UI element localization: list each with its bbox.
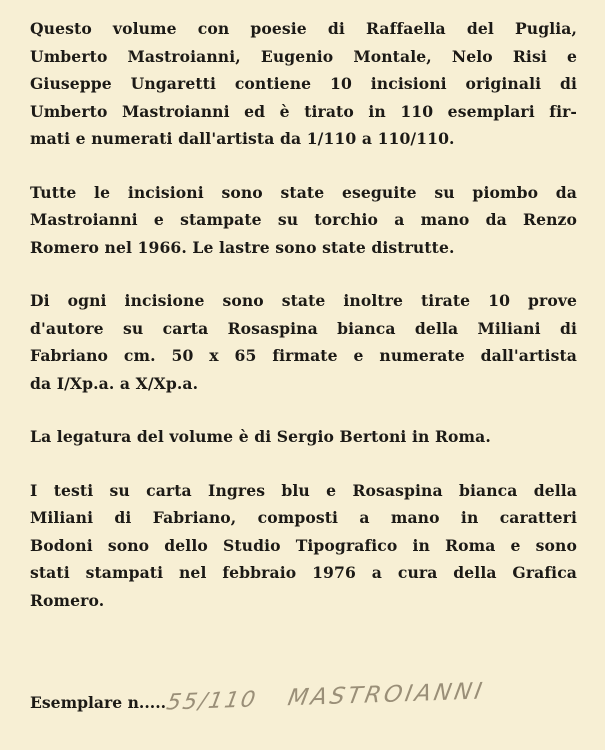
text-line: Di ogni incisione sono state inoltre tirate 10 prove bbox=[30, 291, 577, 310]
text-line: Umberto Mastroianni, Eugenio Montale, Nelo Risi e bbox=[30, 46, 577, 66]
text-line: d'autore su carta Rosaspina bianca della Miliani di bbox=[30, 318, 577, 338]
copy-number-line bbox=[30, 693, 166, 712]
text-line: Tutte le incisioni sono state eseguite su piombo da bbox=[30, 182, 577, 202]
handwritten-annotation bbox=[165, 679, 487, 716]
text-line: Bodoni sono dello Studio Tipografico in Roma e sono bbox=[30, 535, 577, 555]
text-block bbox=[30, 15, 577, 614]
text-line: Romero. bbox=[30, 590, 105, 610]
copy-number-label: Esemplare n..... bbox=[30, 693, 167, 712]
text-line: da I/Xp.a. a X/Xp.a. bbox=[30, 373, 199, 393]
paragraph-2 bbox=[30, 179, 577, 262]
text-line: Questo volume con poesie di Raffaella del Puglia, bbox=[30, 19, 577, 38]
text-line: Giuseppe Ungaretti contiene 10 incisioni originali di bbox=[30, 74, 577, 93]
text-line: mati e numerati dall'artista da 1/110 a 110/110. bbox=[30, 129, 455, 148]
artist-signature: MASTROIANNI bbox=[285, 678, 487, 712]
paragraph-5 bbox=[30, 477, 577, 615]
paragraph-3 bbox=[30, 287, 577, 397]
text-line: Fabriano cm. 50 x 65 firmate e numerate dall'artista bbox=[30, 346, 577, 365]
text-line: Mastroianni e stampate su torchio a mano da Renzo bbox=[30, 210, 577, 229]
text-line: stati stampati nel febbraio 1976 a cura della Grafica bbox=[30, 563, 577, 582]
handwritten-copy-number: 55/110 bbox=[164, 687, 260, 716]
text-line: I testi su carta Ingres blu e Rosaspina bianca della bbox=[30, 480, 577, 500]
text-line: Umberto Mastroianni ed è tirato in 110 esemplari fir- bbox=[30, 101, 577, 121]
paragraph-1 bbox=[30, 15, 577, 153]
text-line: La legatura del volume è di Sergio Bertoni in Roma. bbox=[30, 427, 491, 446]
text-line: Miliani di Fabriano, composti a mano in caratteri bbox=[30, 508, 577, 527]
paragraph-4 bbox=[30, 423, 577, 451]
text-line: Romero nel 1966. Le lastre sono state distrutte. bbox=[30, 237, 455, 257]
